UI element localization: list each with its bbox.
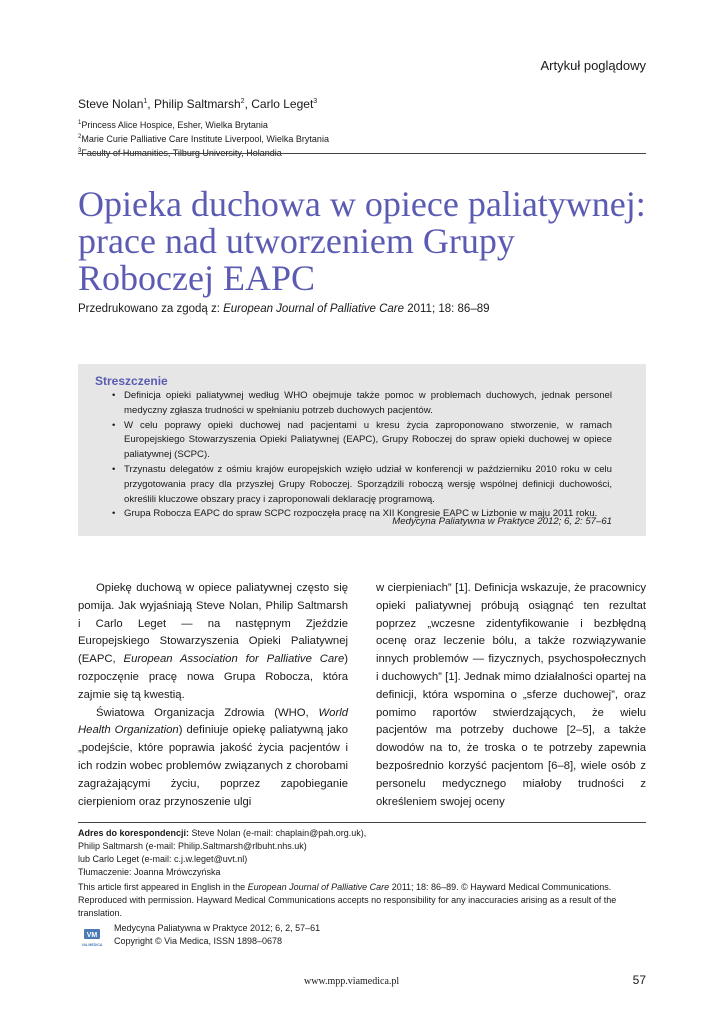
affiliation-item: $^3$Faculty of Humanities, Tilburg University, Holandia [78, 148, 282, 158]
translator-credit: Tłumaczenie: Joanna Mrówczyńska [78, 867, 221, 877]
journal-info: Medycyna Paliatywna w Praktyce 2012; 6, 2, 57–61 Copyright © Via Medica, ISSN 1898–0678 [114, 923, 321, 946]
via-medica-logo [78, 928, 106, 948]
copyright-notice: This article first appeared in English in the European Journal of Palliative Care 2011; 18: 86–89. © Hayward Medical Communications. Reproduced with permission. Hayward Medical Communications accepts no responsibility for any inaccuracies arising as a result of the translation. [78, 882, 617, 918]
logo-mark: VM [86, 932, 98, 939]
author-name: Steve Nolan [78, 97, 144, 111]
affiliation-item: $^1$Princess Alice Hospice, Esher, Wielka Brytania [78, 120, 268, 130]
abstract-bullet: • W celu poprawy opieki duchowej nad pacjentami u kresu życia zaproponowano stworzenie, w ramach Europejskiego Stowarzyszenia Opieki Paliatywnej (EAPC), Grupy Roboczej do spraw opieki duchowej w opiece paliatywnej (SCPC). [110, 419, 612, 463]
reprint-note: Przedrukowano za zgodą z: European Journal of Palliative Care 2011; 18: 86–89 [78, 303, 490, 315]
author-separator: , [244, 97, 252, 111]
body-paragraph: w cierpieniach” [1]. Definicja wskazuje, że pracownicy opieki paliatywnej próbują osiągnąć ten rezultat poprzez „wczesne zidentyfikowanie i bezbłędną ocenę oraz leczenie bólu, a także rozwiązywanie innych problemów — fizycznych, psychospołecznych i duchowych” [1]. Jednak mimo działalności opartej na definicji, która wspomina o „sferze duchowej”, oraz pomimo raportów stwierdzających, że wielu pacjentów ma potrzeby duchowe [2–5], a także dowodów na to, że troska o te potrzeby zapewnia bezpośrednio korzyść pacjentom [6–8], wiele osób z personelu medycznego miałoby trudności z określeniem swojej oceny [376, 582, 647, 808]
body-column-left [78, 580, 348, 811]
correspondence-label: Adres do korespondencji: [78, 828, 190, 838]
author-affiliation-marker: 3 [313, 98, 318, 105]
article-title: Opieka duchowa w opiece paliatywnej: prace nad utworzeniem Grupy Roboczej EAPC [78, 184, 646, 298]
author-name: Philip Saltmarsh [153, 97, 241, 111]
author-name: Carlo Leget [251, 97, 314, 111]
logo-text: VIA MEDICA [81, 943, 103, 947]
author-list [78, 97, 317, 111]
author-affiliation-marker: 2 [240, 98, 245, 105]
reprint-journal: European Journal of Palliative Care [223, 303, 405, 315]
section-label: Artykuł poglądowy [540, 58, 646, 73]
abstract-bullet: • Trzynastu delegatów z ośmiu krajów europejskich wzięło udział w konferencji w październiku 2010 roku w celu przygotowania pracy dla przyszłej Grupy Roboczej. Sporządzili roboczą wersję wspólnej definicji duchowości, określili kluczowe obszary pracy i zaproponowali deklarację programową. [110, 463, 612, 507]
body-paragraph: Światowa Organizacja Zdrowia (WHO, World Health Organization) definiuje opiekę paliatywną jako „podejście, które poprawia jakość życia pacjentów i ich rodzin wobec problemów związanych z chorobami zagrażającymi życiu, poprzez zapobieganie cierpieniom oraz przynoszenie ulgi [78, 706, 348, 808]
abstract-bullet: • Definicja opieki paliatywnej według WHO obejmuje także pomoc w problemach duchowych, jednak personel medyczny zgłasza trudności w spełnianiu potrzeb duchowych pacjentów. [110, 389, 612, 419]
abstract-citation: Medycyna Paliatywna w Praktyce 2012; 6, 2: 57–61 [392, 516, 612, 527]
author-separator: , [147, 97, 154, 111]
correspondence-block: Adres do korespondencji: Steve Nolan (e-mail: chaplain@pah.org.uk), Philip Saltmarsh (e-mail: Philip.Saltmarsh@rlbuht.nhs.uk) lub Carlo Leget (e-mail: c.j.w.leget@uvt.nl) Tłumaczenie: Joanna Mrówczyńska [78, 828, 367, 877]
body-paragraph: Opiekę duchową w opiece paliatywnej często się pomija. Jak wyjaśniają Steve Nolan, Philip Saltmarsh i Carlo Leget — na następnym Zjeździe Europejskiego Stowarzyszenia Opieki Paliatywnej (EAPC, European Association for Palliative Care) rozpoczęnie pracę nowa Grupa Robocza, która zajmie się tą kwestią. [78, 582, 348, 701]
author-affiliation-marker: 1 [143, 98, 148, 105]
footer-url[interactable]: www.mpp.viamedica.pl [304, 976, 400, 987]
page-number: 57 [632, 973, 646, 987]
affiliation-item: $^2$Marie Curie Palliative Care Institute Liverpool, Wielka Brytania [78, 134, 329, 144]
footnote-divider [78, 822, 646, 823]
header-divider [78, 153, 646, 154]
abstract-heading: Streszczenie [95, 374, 168, 388]
body-column-right [376, 580, 646, 811]
abstract-bullet: • Grupa Robocza EAPC do spraw SCPC rozpoczęła pracę na XII Kongresie EAPC w Lizbonie w maju 2011 roku. [110, 507, 612, 522]
abstract-bullets [110, 389, 612, 522]
